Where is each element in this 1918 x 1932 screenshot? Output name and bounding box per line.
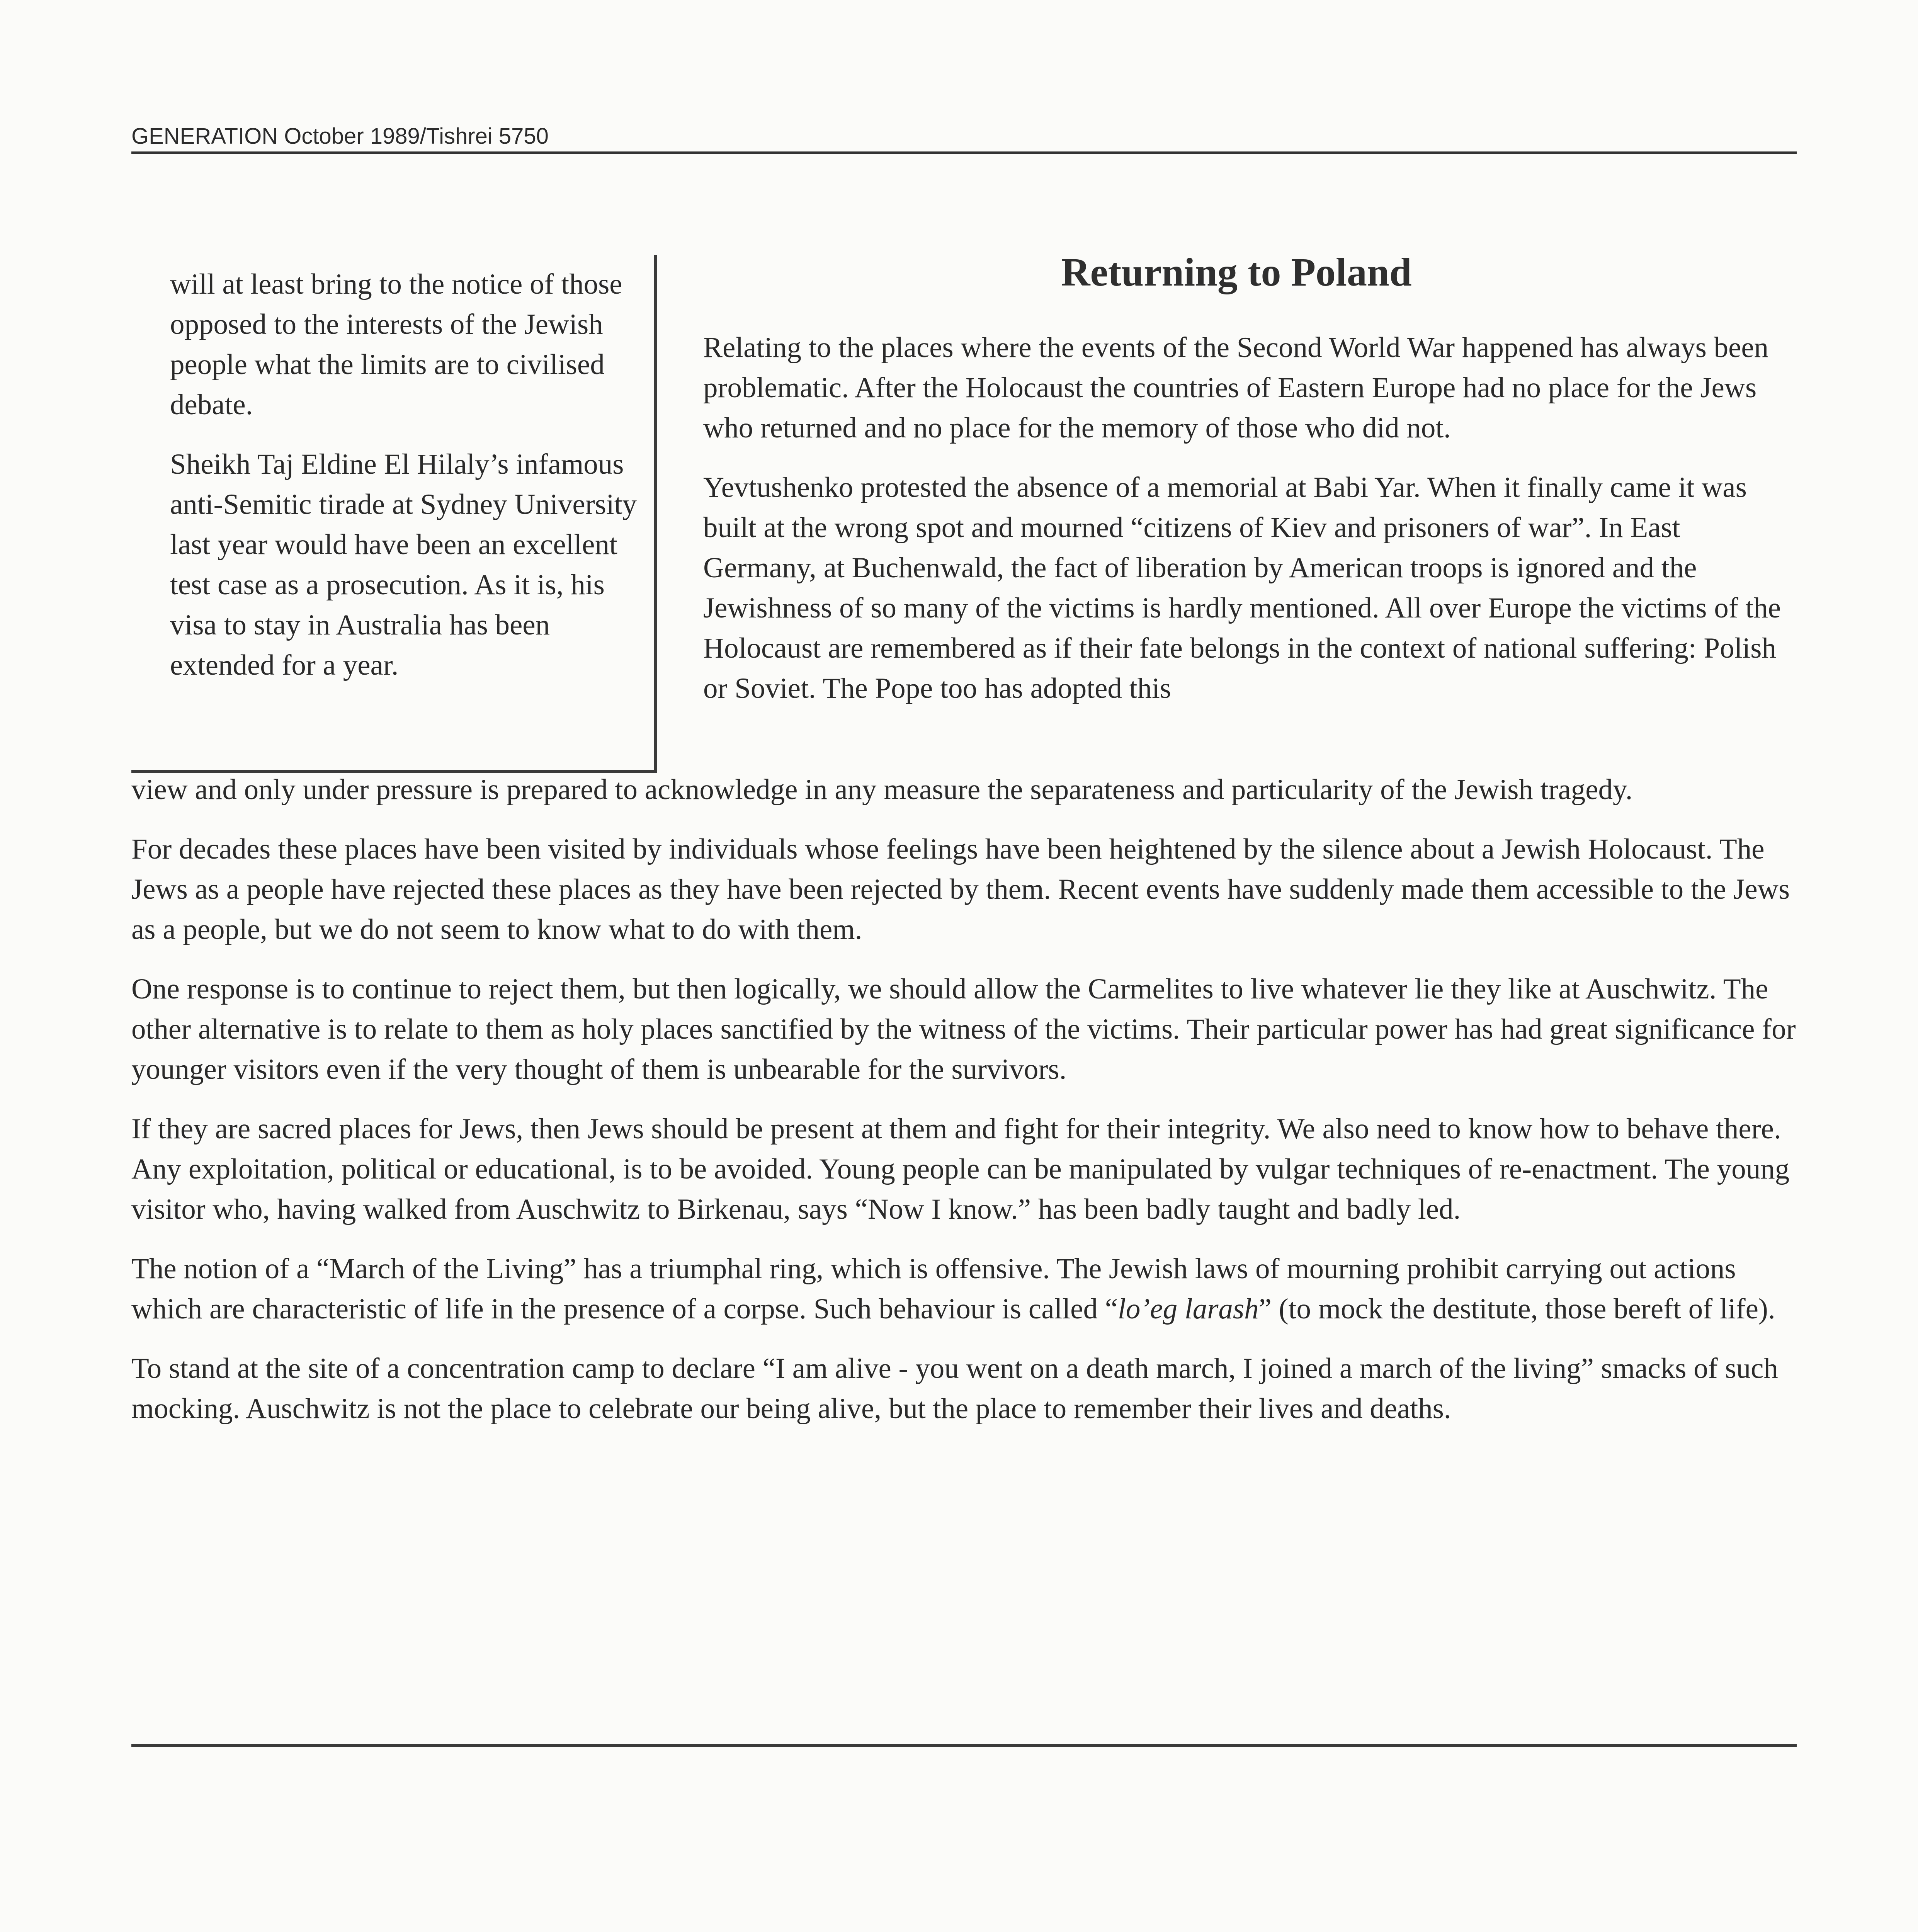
- article-paragraph: For decades these places have been visited by individuals whose feelings have been heightened by the silence about a Jewish Holocaust. The Jews as a people have rejected these places as they have been rejected by them. Recent events have suddenly made them accessible to the Jews as a people, but we do not seem to know what to do with them.: [131, 833, 1790, 946]
- article-title: Returning to Poland: [1061, 250, 1412, 294]
- article-paragraph: Relating to the places where the events of the Second World War happened has always been problematic. After the Holocaust the countries of Eastern Europe had no place for the Jews who returned and no place for the memory of those who did not.: [703, 332, 1769, 444]
- sidebar-text: [170, 264, 645, 705]
- article-full-width: [131, 770, 1801, 1448]
- sidebar-paragraph: will at least bring to the notice of those opposed to the interests of the Jewish people what the limits are to civilised debate.: [170, 268, 622, 421]
- hebrew-term: lo’eg larash: [1118, 1293, 1259, 1325]
- article-paragraph: [131, 1249, 1801, 1329]
- sidebar-paragraph: Sheikh Taj Eldine El Hilaly’s infamous anti-Semitic tirade at Sydney University last year would have been an excellent test case as a prosecution. As it is, his visa to stay in Australia has been extended for a year.: [170, 448, 637, 681]
- article-paragraph: view and only under pressure is prepared to acknowledge in any measure the separateness and particularity of the Jewish tragedy.: [131, 774, 1633, 806]
- running-header: GENERATION October 1989/Tishrei 5750: [131, 123, 1797, 154]
- article-paragraph: If they are sacred places for Jews, then Jews should be present at them and fight for their integrity. We also need to know how to behave there. Any exploitation, political or educational, is to be avoided. Young people can be manipulated by vulgar techniques of re-enactment. The young visitor who, having walked from Auschwitz to Birkenau, says “Now I know.” has been badly taught and badly led.: [131, 1113, 1790, 1225]
- sidebar-box: [131, 255, 654, 769]
- article-right-column: [703, 328, 1797, 728]
- paragraph-text: ” (to mock the destitute, those bereft of life).: [1258, 1293, 1775, 1325]
- article-paragraph: To stand at the site of a concentration camp to declare “I am alive - you went on a death march, I joined a march of the living” smacks of such mocking. Auschwitz is not the place to celebrate our being alive, but the place to remember their lives and deaths.: [131, 1352, 1778, 1425]
- section-divider: [131, 1744, 1797, 1747]
- sidebar-right-rule: [654, 255, 657, 773]
- article-paragraph: Yevtushenko protested the absence of a memorial at Babi Yar. When it finally came it was built at the wrong spot and mourned “citizens of Kiev and prisoners of war”. In East Germany, at Buchenwald, the fact of liberation by American troops is ignored and the Jewishness of so many of the victims is hardly mentioned. All over Europe the victims of the Holocaust are remembered as if their fate belongs in the context of national suffering: Polish or Soviet. The Pope too has adopted this: [703, 471, 1781, 704]
- paragraph-text: The notion of a “March of the Living” has a triumphal ring, which is offensive. The Jewish laws of mourning prohibit carrying out actions which are characteristic of life in the presence of a corpse. Such behaviour is called “: [131, 1253, 1736, 1325]
- article-paragraph: One response is to continue to reject them, but then logically, we should allow the Carmelites to live whatever lie they like at Auschwitz. The other alternative is to relate to them as holy places sanctified by the witness of the victims. Their particular power has had great significance for younger visitors even if the very thought of them is unbearable for the survivors.: [131, 973, 1796, 1085]
